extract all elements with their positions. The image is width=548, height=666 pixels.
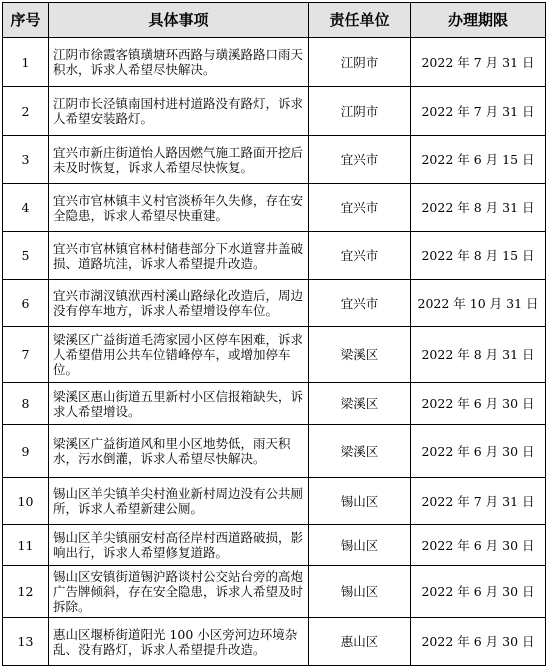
row-deadline: 2022 年 6 月 30 日 <box>411 525 546 566</box>
row-deadline: 2022 年 6 月 30 日 <box>411 566 546 618</box>
row-index: 13 <box>3 618 49 666</box>
row-unit: 锡山区 <box>309 525 411 566</box>
row-deadline: 2022 年 8 月 31 日 <box>411 327 546 383</box>
row-issue: 锡山区羊尖镇丽安村高径岸村西道路破损，影响出行，诉求人希望修复道路。 <box>49 525 309 566</box>
row-issue: 宜兴市官林镇丰义村官淡桥年久失修，存在安全隐患，诉求人希望尽快重建。 <box>49 184 309 232</box>
row-deadline: 2022 年 7 月 31 日 <box>411 478 546 525</box>
row-deadline: 2022 年 6 月 30 日 <box>411 425 546 478</box>
header-row <box>3 3 546 38</box>
row-deadline: 2022 年 7 月 31 日 <box>411 87 546 136</box>
row-issue: 梁溪区广益街道毛湾家园小区停车困难，诉求人希望借用公共车位错峰停车，或增加停车位。 <box>49 327 309 383</box>
row-unit: 宜兴市 <box>309 280 411 327</box>
row-unit: 宜兴市 <box>309 136 411 184</box>
row-unit: 宜兴市 <box>309 232 411 280</box>
row-issue: 宜兴市湖汊镇洑西村溪山路绿化改造后，周边没有停车地方，诉求人希望增设停车位。 <box>49 280 309 327</box>
table-row <box>3 38 546 87</box>
header-unit: 责任单位 <box>309 3 411 38</box>
row-unit: 惠山区 <box>309 618 411 666</box>
row-unit: 锡山区 <box>309 566 411 618</box>
issues-table <box>2 2 546 666</box>
table-row <box>3 383 546 425</box>
table-row <box>3 280 546 327</box>
row-index: 8 <box>3 383 49 425</box>
row-index: 11 <box>3 525 49 566</box>
table-row <box>3 87 546 136</box>
row-unit: 宜兴市 <box>309 184 411 232</box>
table-row <box>3 478 546 525</box>
table-row <box>3 232 546 280</box>
row-deadline: 2022 年 8 月 15 日 <box>411 232 546 280</box>
row-index: 9 <box>3 425 49 478</box>
row-issue: 梁溪区惠山街道五里新村小区信报箱缺失，诉求人希望增设。 <box>49 383 309 425</box>
header-index: 序号 <box>3 3 49 38</box>
row-index: 4 <box>3 184 49 232</box>
table-row <box>3 566 546 618</box>
row-issue: 宜兴市官林镇官林村储巷部分下水道窨井盖破损、道路坑洼，诉求人希望提升改造。 <box>49 232 309 280</box>
row-issue: 宜兴市新庄街道怡人路因燃气施工路面开挖后未及时恢复，诉求人希望尽快恢复。 <box>49 136 309 184</box>
row-issue: 锡山区羊尖镇羊尖村渔业新村周边没有公共厕所，诉求人希望新建公厕。 <box>49 478 309 525</box>
row-unit: 梁溪区 <box>309 425 411 478</box>
row-index: 12 <box>3 566 49 618</box>
row-unit: 锡山区 <box>309 478 411 525</box>
header-issue: 具体事项 <box>49 3 309 38</box>
row-issue: 梁溪区广益街道风和里小区地势低，雨天积水，污水倒灌，诉求人希望尽快解决。 <box>49 425 309 478</box>
table-row <box>3 327 546 383</box>
table-row <box>3 425 546 478</box>
row-index: 7 <box>3 327 49 383</box>
header-deadline: 办理期限 <box>411 3 546 38</box>
row-issue: 惠山区堰桥街道阳光 100 小区旁河边环境杂乱、没有路灯，诉求人希望提升改造。 <box>49 618 309 666</box>
row-index: 2 <box>3 87 49 136</box>
row-issue: 江阴市长泾镇南国村进村道路没有路灯，诉求人希望安装路灯。 <box>49 87 309 136</box>
table-row <box>3 618 546 666</box>
row-deadline: 2022 年 10 月 31 日 <box>411 280 546 327</box>
row-unit: 江阴市 <box>309 38 411 87</box>
table-row <box>3 136 546 184</box>
table-body <box>3 38 546 666</box>
row-issue: 锡山区安镇街道锡沪路谈村公交站台旁的高炮广告牌倾斜，存在安全隐患，诉求人希望及时拆除。 <box>49 566 309 618</box>
row-deadline: 2022 年 7 月 31 日 <box>411 38 546 87</box>
row-index: 6 <box>3 280 49 327</box>
row-deadline: 2022 年 6 月 15 日 <box>411 136 546 184</box>
row-unit: 梁溪区 <box>309 327 411 383</box>
row-index: 10 <box>3 478 49 525</box>
row-index: 1 <box>3 38 49 87</box>
row-deadline: 2022 年 8 月 31 日 <box>411 184 546 232</box>
row-unit: 江阴市 <box>309 87 411 136</box>
row-index: 5 <box>3 232 49 280</box>
row-issue: 江阴市徐霞客镇璜塘环西路与璜溪路路口雨天积水，诉求人希望尽快解决。 <box>49 38 309 87</box>
row-deadline: 2022 年 6 月 30 日 <box>411 383 546 425</box>
row-deadline: 2022 年 6 月 30 日 <box>411 618 546 666</box>
row-unit: 梁溪区 <box>309 383 411 425</box>
table-row <box>3 184 546 232</box>
row-index: 3 <box>3 136 49 184</box>
table-row <box>3 525 546 566</box>
